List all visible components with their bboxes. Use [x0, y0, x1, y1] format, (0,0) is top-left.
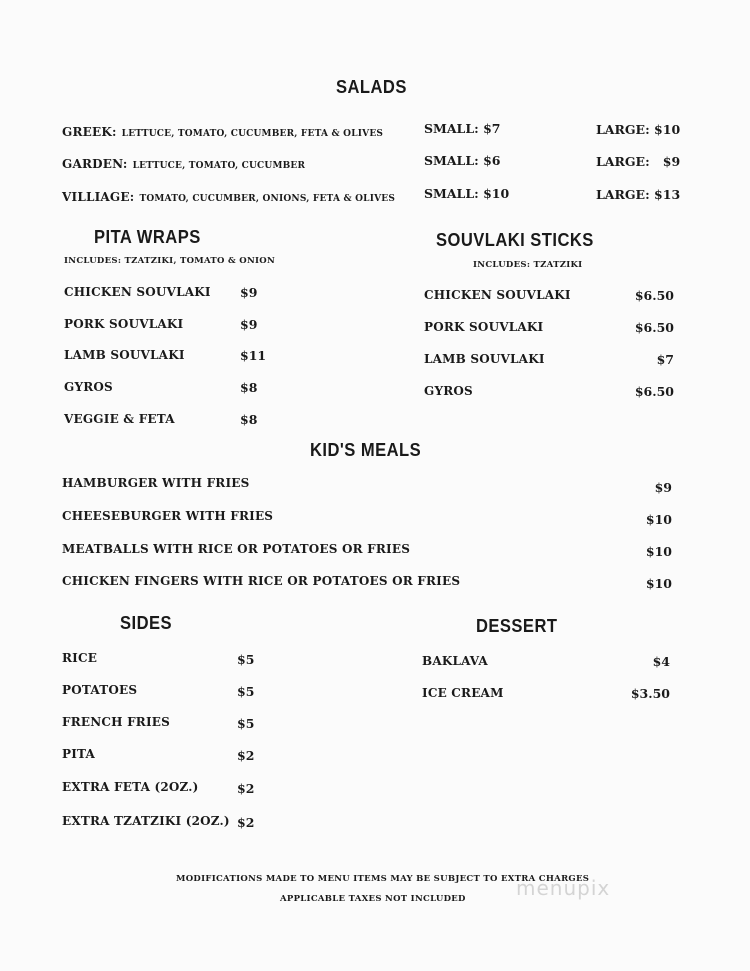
pita-item-name: CHICKEN SOUVLAKI [64, 285, 211, 299]
salad-description: TOMATO, CUCUMBER, ONIONS, FETA & OLIVES [139, 194, 396, 204]
salad-item [62, 153, 305, 172]
dessert-item-price: $3.50 [630, 686, 670, 701]
stick-item-name: PORK SOUVLAKI [424, 320, 544, 334]
stick-item-name: CHICKEN SOUVLAKI [424, 288, 571, 302]
sides-heading: SIDES [120, 613, 173, 633]
kids-item-name: CHICKEN FINGERS WITH RICE OR POTATOES OR FRIES [62, 574, 461, 588]
salad-description: LETTUCE, TOMATO, CUCUMBER, FETA & OLIVES [121, 129, 384, 139]
salad-large-price: LARGE: $10 [596, 122, 681, 137]
salad-name: VILLIAGE: [62, 190, 135, 204]
pita-item-price: $8 [240, 380, 258, 395]
pita-item-name: GYROS [64, 380, 113, 394]
stick-item-price: $6.50 [634, 320, 674, 335]
dessert-item-price: $4 [652, 654, 670, 669]
kids-item-name: MEATBALLS WITH RICE OR POTATOES OR FRIES [62, 542, 411, 556]
salad-item [62, 186, 395, 205]
salad-small-price: SMALL: $10 [424, 186, 510, 201]
salad-name: GARDEN: [62, 157, 128, 171]
salad-item [62, 121, 383, 140]
kids-item-name: HAMBURGER WITH FRIES [62, 476, 250, 490]
stick-item-price: $7 [656, 352, 674, 367]
side-item-price: $5 [237, 652, 255, 667]
pita-wraps-heading: PITA WRAPS [94, 227, 201, 247]
stick-item-price: $6.50 [634, 384, 674, 399]
side-item-name: PITA [62, 747, 96, 761]
pita-item-name: PORK SOUVLAKI [64, 317, 184, 331]
side-item-name: FRENCH FRIES [62, 715, 170, 729]
souvlaki-sticks-heading: SOUVLAKI STICKS [436, 230, 594, 250]
pita-item-price: $8 [240, 412, 258, 427]
menupix-watermark: menupix [516, 876, 611, 900]
footer-tax-note: APPLICABLE TAXES NOT INCLUDED [280, 894, 466, 904]
kids-item-price: $10 [645, 544, 672, 559]
kids-item-name: CHEESEBURGER WITH FRIES [62, 509, 274, 523]
side-item-name: EXTRA FETA (2OZ.) [62, 780, 199, 794]
side-item-name: EXTRA TZATZIKI (2OZ.) [62, 814, 230, 828]
side-item-name: POTATOES [62, 683, 138, 697]
kids-item-price: $9 [654, 480, 672, 495]
pita-wraps-note: INCLUDES: TZATZIKI, TOMATO & ONION [64, 256, 276, 266]
side-item-price: $5 [237, 716, 255, 731]
side-item-price: $5 [237, 684, 255, 699]
souvlaki-sticks-note: INCLUDES: TZATZIKI [473, 260, 583, 270]
kids-meals-heading: KID'S MEALS [310, 440, 422, 460]
kids-item-price: $10 [645, 576, 672, 591]
salad-small-price: SMALL: $6 [424, 153, 501, 168]
dessert-item-name: BAKLAVA [422, 654, 488, 668]
dessert-heading: DESSERT [476, 616, 558, 636]
stick-item-name: GYROS [424, 384, 473, 398]
side-item-price: $2 [237, 748, 255, 763]
stick-item-price: $6.50 [634, 288, 674, 303]
salad-large-price: LARGE: $9 [596, 154, 681, 169]
kids-item-price: $10 [645, 512, 672, 527]
side-item-name: RICE [62, 651, 98, 665]
salads-heading: SALADS [336, 77, 407, 97]
dessert-item-name: ICE CREAM [422, 686, 504, 700]
salad-small-price: SMALL: $7 [424, 121, 501, 136]
salad-name: GREEK: [62, 125, 117, 139]
pita-item-name: LAMB SOUVLAKI [64, 348, 185, 362]
pita-item-price: $11 [240, 348, 267, 363]
side-item-price: $2 [237, 815, 255, 830]
side-item-price: $2 [237, 781, 255, 796]
salad-description: LETTUCE, TOMATO, CUCUMBER [132, 161, 306, 171]
pita-item-price: $9 [240, 317, 258, 332]
stick-item-name: LAMB SOUVLAKI [424, 352, 545, 366]
pita-item-price: $9 [240, 285, 258, 300]
pita-item-name: VEGGIE & FETA [64, 412, 175, 426]
salad-large-price: LARGE: $13 [596, 187, 681, 202]
footer-modifications-note: MODIFICATIONS MADE TO MENU ITEMS MAY BE SUBJECT TO EXTRA CHARGES [176, 874, 590, 884]
